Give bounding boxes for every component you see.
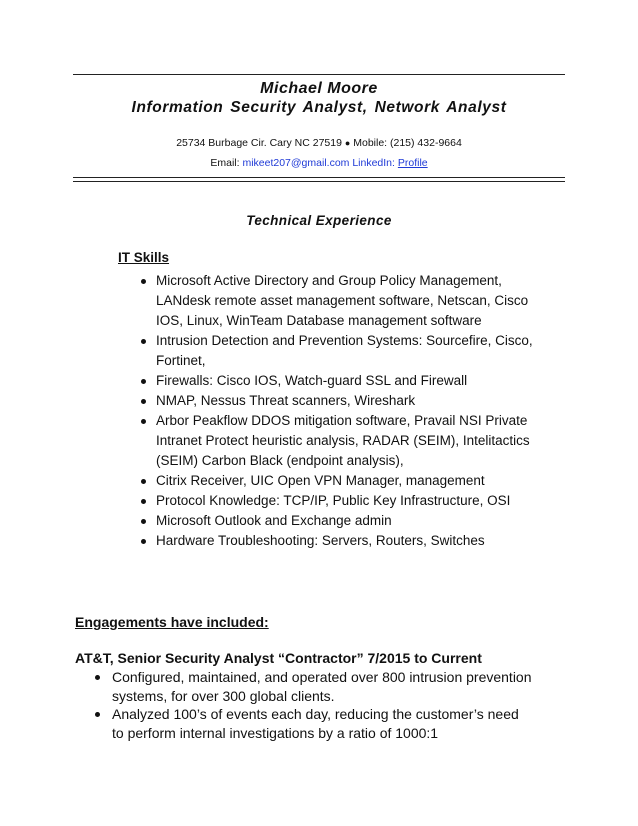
it-skills-heading: IT Skills [118,250,170,265]
list-item: Arbor Peakflow DDOS mitigation software, Pravail NSI Private Intranet Protect heuristic analysis, RADAR (SEIM), Intelitactics (SEIM) Carbon Black (endpoint analysis), [138,411,538,471]
bullet-separator-icon: ● [344,138,351,148]
list-item: Configured, maintained, and operated over 800 intrusion prevention systems, for over 300 global clients. [93,668,533,705]
email-label: Email: [210,157,243,169]
engagements-heading: Engagements have included: [75,614,269,630]
list-item: Microsoft Outlook and Exchange admin [138,511,538,531]
street-address: 25734 Burbage Cir. Cary NC 27519 [176,137,342,149]
list-item: Microsoft Active Directory and Group Policy Management, LANdesk remote asset management software, Netscan, Cisco IOS, Linux, WinTeam Database management software [138,271,538,331]
address-line [0,137,638,149]
job-title: AT&T, Senior Security Analyst “Contractor” 7/2015 to Current [75,650,482,666]
list-item: Protocol Knowledge: TCP/IP, Public Key Infrastructure, OSI [138,491,538,511]
contact-line [0,157,638,169]
list-item: NMAP, Nessus Threat scanners, Wireshark [138,391,538,411]
duties-list [93,668,533,742]
list-item: Citrix Receiver, UIC Open VPN Manager, management [138,471,538,491]
list-item: Analyzed 100’s of events each day, reducing the customer’s need to perform internal investigations by a ratio of 1000:1 [93,705,533,742]
list-item: Intrusion Detection and Prevention Systems: Sourcefire, Cisco, Fortinet, [138,331,538,371]
linkedin-label: LinkedIn: [352,157,398,169]
list-item: Hardware Troubleshooting: Servers, Routers, Switches [138,531,538,551]
candidate-name: Michael Moore [260,80,378,97]
top-divider [73,74,565,75]
list-item: Firewalls: Cisco IOS, Watch-guard SSL and Firewall [138,371,538,391]
candidate-title: Information Security Analyst, Network Analyst [131,99,507,116]
section-title-technical-experience: Technical Experience [246,213,392,228]
linkedin-profile-link[interactable]: Profile [397,157,428,169]
mobile-number: Mobile: (215) 432-9664 [353,137,462,149]
header-double-divider [73,177,565,182]
skills-list [138,271,538,551]
email-link[interactable]: mikeet207@gmail.com [242,157,350,169]
